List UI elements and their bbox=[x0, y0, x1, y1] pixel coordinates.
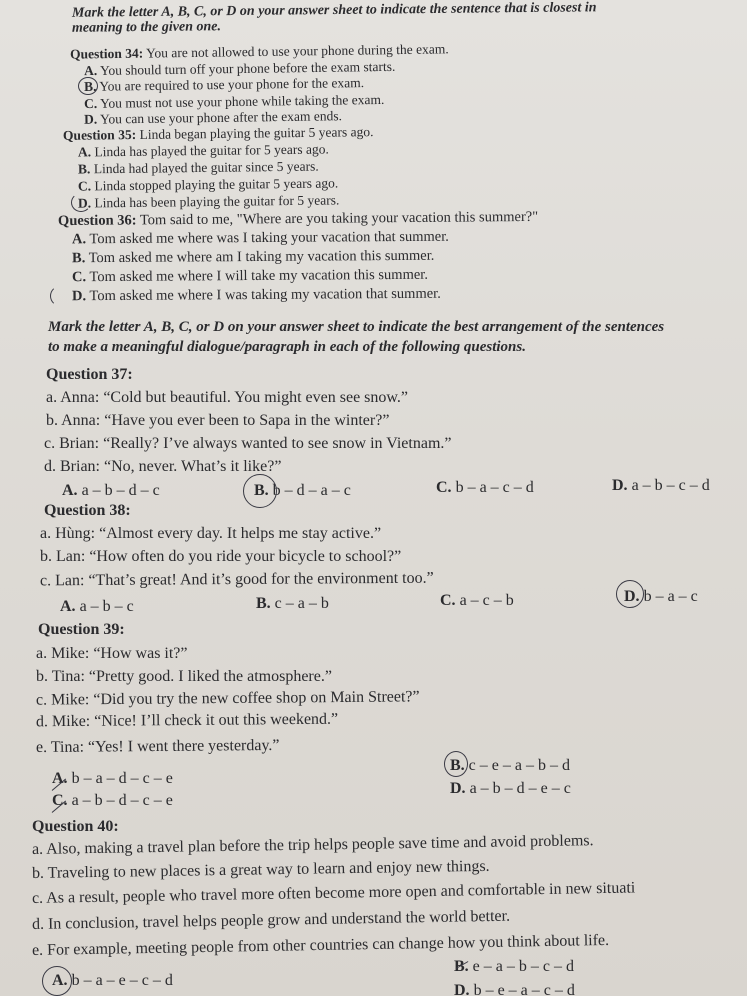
q39-line-d: d. Mike: “Nice! I’ll check it out this weekend.” bbox=[35, 710, 339, 731]
answer-mark-q40-a bbox=[42, 966, 72, 996]
q35-option-b: B. Linda had played the guitar since 5 years. bbox=[77, 158, 319, 177]
q39-line-b: b. Tina: “Pretty good. I liked the atmosphere.” bbox=[36, 668, 332, 685]
question-38-title: Question 38: bbox=[44, 502, 131, 519]
q36-option-c: C. Tom asked me where I will take my vacation this summer. bbox=[71, 266, 428, 286]
q38-option-b: B. c – a – b bbox=[256, 595, 329, 612]
answer-mark-q37-b bbox=[243, 474, 277, 508]
q39-line-c: c. Mike: “Did you try the new coffee shop on Main Street?” bbox=[35, 688, 420, 709]
q40-line-e: e. For example, meeting people from other countries can change how you think about life. bbox=[31, 931, 610, 959]
q36-option-b: B. Tom asked me where am I taking my vacation this summer. bbox=[71, 247, 435, 267]
question-35: Question 35: Linda began playing the guitar 5 years ago. bbox=[62, 124, 374, 143]
section2-instruction-cont: to make a meaningful dialogue/paragraph in each of the following questions. bbox=[48, 339, 526, 355]
answer-mark-q36-d bbox=[50, 285, 74, 307]
section1-instruction: Mark the letter A, B, C, or D on your answer sheet to indicate the sentence that is closest in bbox=[71, 0, 597, 21]
q39-option-c: C. a – b – d – c – e bbox=[52, 792, 173, 809]
q34-option-d: D. You can use your phone after the exam ends. bbox=[83, 108, 343, 127]
answer-mark-q35-d bbox=[71, 193, 91, 212]
q36-option-a: A. Tom asked me where was I taking your vacation that summer. bbox=[71, 228, 449, 248]
q38-line-b: b. Lan: “How often do you ride your bicycle to school?” bbox=[40, 548, 402, 565]
q38-option-d: D. b – a – c bbox=[624, 588, 698, 605]
q34-option-c: C. You must not use your phone while taking the exam. bbox=[83, 91, 385, 112]
q36-option-d: D. Tom asked me where I was taking my vacation that summer. bbox=[71, 285, 441, 305]
q37-line-d: d. Brian: “No, never. What’s it like?” bbox=[44, 458, 282, 475]
answer-mark-q38-d bbox=[616, 580, 644, 608]
q38-option-c: C. a – c – b bbox=[440, 592, 514, 609]
question-34: Question 34: You are not allowed to use your phone during the exam. bbox=[69, 41, 449, 62]
q38-line-a: a. Hùng: “Almost every day. It helps me stay active.” bbox=[40, 525, 382, 542]
section1-instruction-cont: meaning to the given one. bbox=[71, 19, 222, 36]
q40-line-d: d. In conclusion, travel helps people grow and understand the world better. bbox=[31, 907, 511, 933]
q34-option-a: A. You should turn off your phone before the exam starts. bbox=[83, 58, 396, 79]
q40-option-a: A. b – a – e – c – d bbox=[52, 972, 173, 989]
q37-option-a: A. a – b – d – c bbox=[62, 482, 160, 499]
question-37-title: Question 37: bbox=[46, 366, 133, 383]
q38-option-a: A. a – b – c bbox=[60, 598, 134, 615]
q39-option-d: D. a – b – d – e – c bbox=[450, 780, 571, 797]
q39-line-a: a. Mike: “How was it?” bbox=[36, 645, 188, 662]
answer-mark-q34-b bbox=[78, 77, 98, 95]
q37-line-c: c. Brian: “Really? I’ve always wanted to see snow in Vietnam.” bbox=[44, 435, 452, 452]
q40-option-b: B. e – a – b – c – d bbox=[454, 958, 574, 975]
section2-instruction: Mark the letter A, B, C, or D on your answer sheet to indicate the best arrangement of the sentences bbox=[48, 319, 665, 335]
q35-option-d: D. Linda has been playing the guitar for 5 years. bbox=[77, 192, 340, 211]
question-39-title: Question 39: bbox=[38, 621, 125, 638]
q40-line-c: c. As a result, people who travel more often become more open and comfortable in new situati bbox=[31, 879, 636, 907]
question-40-title: Question 40: bbox=[32, 818, 119, 835]
q37-line-a: a. Anna: “Cold but beautiful. You might even see snow.” bbox=[46, 389, 409, 406]
q37-option-d: D. a – b – c – d bbox=[612, 477, 710, 494]
q39-option-a: A. b – a – d – c – e bbox=[52, 770, 173, 787]
q39-line-e: e. Tina: “Yes! I went there yesterday.” bbox=[35, 736, 280, 757]
q35-option-a: A. Linda has played the guitar for 5 years ago. bbox=[77, 141, 329, 160]
q34-option-b: B. You are required to use your phone for the exam. bbox=[83, 75, 365, 94]
q37-option-c: C. b – a – c – d bbox=[436, 479, 534, 496]
q35-option-c: C. Linda stopped playing the guitar 5 years ago. bbox=[77, 175, 339, 194]
q38-line-c: c. Lan: “That’s great! And it’s good for the environment too.” bbox=[39, 569, 434, 590]
q37-line-b: b. Anna: “Have you ever been to Sapa in the winter?” bbox=[46, 412, 390, 429]
answer-mark-q39-b bbox=[444, 751, 468, 777]
q40-line-b: b. Traveling to new places is a great way to learn and enjoy new things. bbox=[31, 857, 490, 882]
q40-option-d: D. b – e – a – c – d bbox=[454, 982, 575, 996]
q37-option-b: B. b – d – a – c bbox=[254, 482, 351, 499]
q39-option-b: B. c – e – a – b – d bbox=[450, 757, 570, 774]
q40-line-a: a. Also, making a travel plan before the trip helps people save time and avoid problems. bbox=[31, 832, 594, 858]
question-36: Question 36: Tom said to me, "Where are you taking your vacation this summer?" bbox=[57, 208, 539, 230]
